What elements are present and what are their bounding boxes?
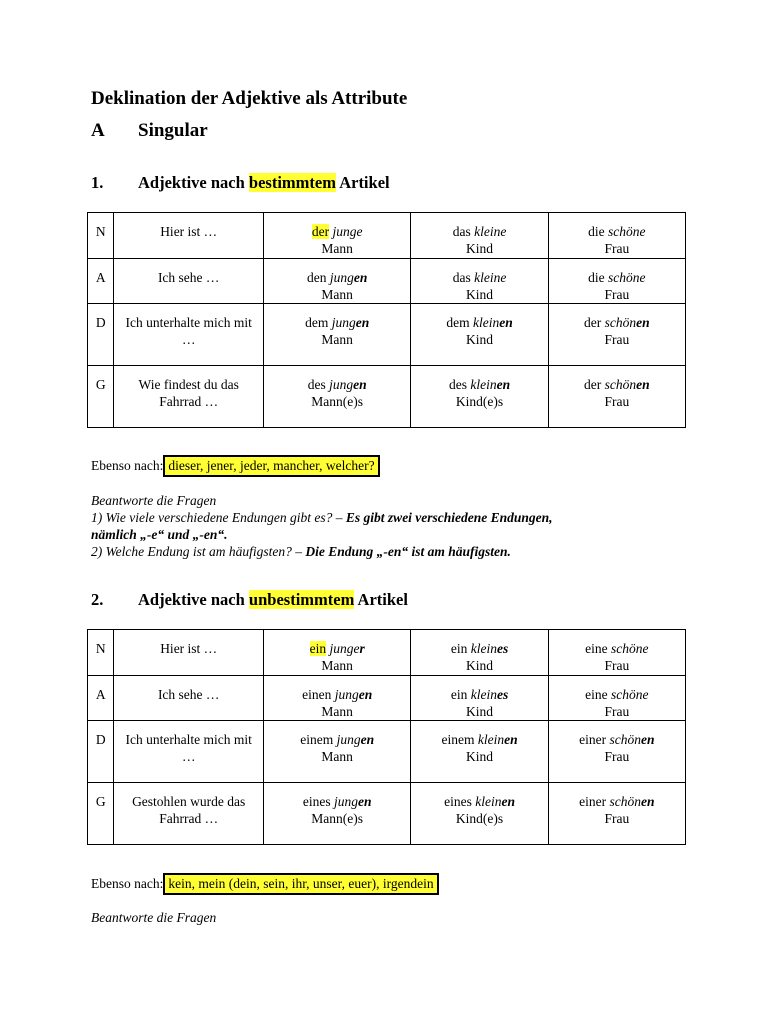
article: der — [311, 224, 330, 239]
adjective-ending: en — [353, 377, 367, 392]
phrase-text: Ich unterhalte mich mit … — [125, 315, 252, 347]
adjective-stem: klein — [475, 794, 502, 809]
noun-line — [553, 331, 681, 348]
masculine-cell — [263, 630, 410, 676]
adjective-stem: junge — [332, 224, 363, 239]
article: eine — [585, 641, 608, 656]
adjective-stem: klein — [472, 315, 500, 330]
table-body — [88, 213, 686, 428]
noun-line — [553, 393, 681, 410]
article: ein — [309, 641, 327, 656]
noun: Mann — [321, 749, 353, 764]
neuter-cell — [411, 630, 548, 676]
ebenso-label: Ebenso nach: — [91, 458, 164, 473]
noun-line — [415, 657, 543, 674]
noun: Kind(e)s — [455, 394, 504, 409]
noun: Mann — [321, 658, 353, 673]
masculine-cell — [263, 259, 410, 304]
adjective-ending: en — [358, 687, 373, 702]
feminine-cell — [548, 304, 685, 366]
feminine-cell — [548, 783, 685, 845]
article-adjective-line — [415, 731, 543, 748]
neuter-cell — [411, 213, 548, 259]
article: dem — [305, 315, 329, 330]
noun: Kind — [466, 241, 494, 256]
adjective-ending: en — [501, 794, 515, 809]
part2-heading-pre: Adjektive nach — [138, 590, 249, 609]
adjective-stem: jung — [329, 270, 354, 285]
table-row — [88, 213, 686, 259]
noun-line — [553, 810, 681, 827]
masculine-cell — [263, 721, 410, 783]
phrase-cell — [114, 721, 264, 783]
article: ein — [450, 641, 468, 656]
noun: Frau — [604, 811, 630, 826]
noun: Frau — [604, 241, 630, 256]
case-cell — [88, 676, 114, 721]
case-label: A — [95, 687, 106, 702]
question-1 — [91, 509, 553, 526]
noun: Kind — [466, 749, 494, 764]
table-row — [88, 721, 686, 783]
article-adjective-line — [553, 686, 681, 703]
noun-line — [553, 240, 681, 257]
questions-title: Beantworte die Fragen — [91, 493, 217, 508]
part1-heading-pre: Adjektive nach — [138, 173, 249, 192]
section-letter: A — [91, 120, 105, 141]
adjective-stem: junge — [329, 641, 360, 656]
noun-line — [415, 810, 543, 827]
feminine-cell — [548, 676, 685, 721]
case-cell — [88, 630, 114, 676]
phrase-cell — [114, 213, 264, 259]
adjective-stem: schöne — [611, 687, 649, 702]
adjective-stem: schöne — [611, 641, 649, 656]
article-adjective-line — [415, 314, 543, 331]
adjective-stem: schöne — [608, 224, 646, 239]
article: eines — [302, 794, 331, 809]
neuter-cell — [411, 366, 548, 428]
section-heading — [91, 120, 208, 142]
article-adjective-line — [268, 686, 406, 703]
masculine-cell — [263, 366, 410, 428]
noun-line — [415, 703, 543, 720]
table-row — [88, 630, 686, 676]
article: der — [584, 377, 602, 392]
neuter-cell — [411, 676, 548, 721]
part1-number: 1. — [91, 173, 104, 192]
article-adjective-line — [415, 376, 543, 393]
part2-number: 2. — [91, 590, 104, 609]
noun: Frau — [604, 287, 630, 302]
article-adjective-line — [268, 640, 406, 657]
part2-questions — [91, 909, 216, 926]
article-adjective-line — [553, 793, 681, 810]
neuter-cell — [411, 304, 548, 366]
part2-ebenso — [91, 876, 439, 892]
feminine-cell — [548, 721, 685, 783]
case-cell — [88, 213, 114, 259]
phrase-text: Wie findest du das Fahrrad … — [138, 377, 239, 409]
phrase-text: Ich sehe … — [157, 687, 220, 702]
masculine-cell — [263, 304, 410, 366]
article-adjective-line — [553, 376, 681, 393]
adjective-ending: en — [499, 315, 513, 330]
table-row — [88, 366, 686, 428]
adjective-stem: jung — [333, 794, 358, 809]
noun-line — [268, 393, 406, 410]
article-adjective-line — [415, 640, 543, 657]
part1-ebenso — [91, 458, 380, 474]
noun-line — [415, 240, 543, 257]
neuter-cell — [411, 259, 548, 304]
adjective-stem: kleine — [474, 224, 507, 239]
article: einer — [579, 732, 607, 747]
article-adjective-line — [553, 314, 681, 331]
noun: Frau — [604, 658, 630, 673]
case-label: N — [95, 641, 106, 656]
article: dem — [446, 315, 470, 330]
noun: Mann — [321, 241, 353, 256]
part1-heading-post: Artikel — [335, 173, 390, 192]
adjective-stem: klein — [470, 687, 497, 702]
part2-heading-highlight: unbestimmtem — [248, 590, 355, 609]
neuter-cell — [411, 721, 548, 783]
adjective-stem: schöne — [608, 270, 646, 285]
adjective-stem: schön — [609, 794, 642, 809]
article-adjective-line — [553, 269, 681, 286]
phrase-text: Gestohlen wurde das Fahrrad … — [132, 794, 246, 826]
article: die — [588, 270, 605, 285]
article: eine — [585, 687, 608, 702]
article-adjective-line — [268, 269, 406, 286]
phrase-cell — [114, 676, 264, 721]
adjective-ending: en — [636, 315, 650, 330]
part1-heading — [91, 173, 390, 193]
answer-2-text: Die Endung „-en“ ist am häufigsten. — [301, 544, 511, 559]
article-adjective-line — [553, 223, 681, 240]
noun: Mann — [321, 704, 353, 719]
adjective-ending: es — [496, 687, 509, 702]
noun-line — [268, 810, 406, 827]
masculine-cell — [263, 783, 410, 845]
question-1-text: 1) Wie viele verschiedene Endungen gibt es? – — [91, 510, 343, 525]
ebenso-box: kein, mein (dein, sein, ihr, unser, euer), irgendein — [163, 873, 438, 895]
case-label: G — [95, 377, 106, 392]
noun: Kind — [466, 332, 494, 347]
feminine-cell — [548, 213, 685, 259]
adjective-ending: en — [504, 732, 518, 747]
feminine-cell — [548, 259, 685, 304]
adjective-ending: en — [357, 794, 372, 809]
questions-title: Beantworte die Fragen — [91, 910, 217, 925]
noun: Frau — [604, 749, 630, 764]
noun: Kind(e)s — [455, 811, 504, 826]
phrase-text: Hier ist … — [160, 641, 218, 656]
noun-line — [553, 286, 681, 303]
section-label: Singular — [138, 120, 208, 141]
declension-table-definite — [87, 212, 686, 428]
article: eines — [444, 794, 472, 809]
document-title: Deklination der Adjektive als Attribute — [91, 88, 408, 109]
phrase-text: Hier ist … — [160, 224, 218, 239]
adjective-stem: klein — [477, 732, 505, 747]
noun-line — [553, 703, 681, 720]
article-adjective-line — [553, 731, 681, 748]
article: das — [452, 224, 471, 239]
phrase-text: Ich unterhalte mich mit … — [125, 732, 252, 764]
article: den — [306, 270, 327, 285]
answer-1-text: Es gibt zwei verschiedene Endungen, — [342, 510, 553, 525]
article-adjective-line — [268, 314, 406, 331]
noun-line — [268, 286, 406, 303]
adjective-ending: en — [641, 732, 655, 747]
noun-line — [268, 703, 406, 720]
adjective-stem: klein — [470, 377, 497, 392]
noun: Mann — [321, 287, 353, 302]
article-adjective-line — [553, 640, 681, 657]
table-row — [88, 304, 686, 366]
phrase-cell — [114, 630, 264, 676]
adjective-stem: jung — [336, 732, 361, 747]
question-2-text: 2) Welche Endung ist am häufigsten? – — [91, 544, 302, 559]
article-adjective-line — [268, 376, 406, 393]
case-label: A — [95, 270, 106, 285]
case-cell — [88, 366, 114, 428]
table-body — [88, 630, 686, 845]
article-adjective-line — [415, 223, 543, 240]
case-cell — [88, 304, 114, 366]
article: die — [588, 224, 605, 239]
noun: Kind — [466, 704, 494, 719]
noun: Mann — [321, 332, 353, 347]
article: einen — [302, 687, 332, 702]
feminine-cell — [548, 366, 685, 428]
answer-1-continued: nämlich „-e“ und „-en“. — [91, 527, 228, 542]
article-adjective-line — [268, 793, 406, 810]
case-label: G — [95, 794, 106, 809]
noun: Kind — [466, 658, 494, 673]
adjective-ending: en — [636, 377, 650, 392]
masculine-cell — [263, 213, 410, 259]
part2-heading-post: Artikel — [354, 590, 408, 609]
adjective-ending: es — [496, 641, 509, 656]
case-cell — [88, 259, 114, 304]
noun-line — [415, 393, 543, 410]
adjective-stem: jung — [331, 315, 356, 330]
adjective-ending: en — [360, 732, 375, 747]
adjective-stem: schön — [604, 377, 637, 392]
part1-heading-highlight: bestimmtem — [248, 173, 336, 192]
case-label: N — [95, 224, 106, 239]
phrase-text: Ich sehe … — [157, 270, 220, 285]
noun-line — [415, 331, 543, 348]
article: des — [307, 377, 326, 392]
phrase-cell — [114, 366, 264, 428]
adjective-ending: en — [641, 794, 655, 809]
case-cell — [88, 783, 114, 845]
ebenso-box: dieser, jener, jeder, mancher, welcher? — [163, 455, 379, 477]
adjective-stem: jung — [334, 687, 359, 702]
part2-heading — [91, 590, 408, 610]
article: einem — [441, 732, 475, 747]
case-label: D — [95, 732, 106, 747]
feminine-cell — [548, 630, 685, 676]
noun: Mann(e)s — [311, 394, 364, 409]
adjective-stem: schön — [609, 732, 642, 747]
case-label: D — [95, 315, 106, 330]
adjective-ending: r — [359, 641, 365, 656]
noun-line — [268, 240, 406, 257]
ebenso-label: Ebenso nach: — [91, 876, 164, 891]
noun-line — [553, 657, 681, 674]
article-adjective-line — [268, 731, 406, 748]
phrase-cell — [114, 259, 264, 304]
noun: Frau — [604, 704, 630, 719]
noun-line — [268, 748, 406, 765]
noun: Kind — [466, 287, 494, 302]
adjective-stem: klein — [470, 641, 497, 656]
article: ein — [450, 687, 468, 702]
part1-questions — [91, 492, 553, 560]
noun-line — [415, 286, 543, 303]
declension-table-indefinite — [87, 629, 686, 845]
masculine-cell — [263, 676, 410, 721]
article: das — [452, 270, 471, 285]
noun-line — [268, 657, 406, 674]
case-cell — [88, 721, 114, 783]
noun: Frau — [604, 332, 630, 347]
adjective-stem: kleine — [474, 270, 507, 285]
table-row — [88, 783, 686, 845]
article: einer — [579, 794, 607, 809]
article-adjective-line — [415, 269, 543, 286]
adjective-stem: jung — [329, 377, 354, 392]
noun: Mann(e)s — [311, 811, 364, 826]
adjective-stem: schön — [604, 315, 637, 330]
adjective-ending: en — [353, 270, 368, 285]
noun-line — [415, 748, 543, 765]
adjective-ending: en — [496, 377, 511, 392]
table-row — [88, 676, 686, 721]
article-adjective-line — [415, 686, 543, 703]
phrase-cell — [114, 783, 264, 845]
noun: Frau — [604, 394, 630, 409]
question-2 — [91, 543, 553, 560]
article: der — [584, 315, 602, 330]
table-row — [88, 259, 686, 304]
article: des — [448, 377, 467, 392]
adjective-ending: en — [355, 315, 370, 330]
noun-line — [553, 748, 681, 765]
article: einem — [300, 732, 334, 747]
noun-line — [268, 331, 406, 348]
neuter-cell — [411, 783, 548, 845]
phrase-cell — [114, 304, 264, 366]
article-adjective-line — [268, 223, 406, 240]
article-adjective-line — [415, 793, 543, 810]
